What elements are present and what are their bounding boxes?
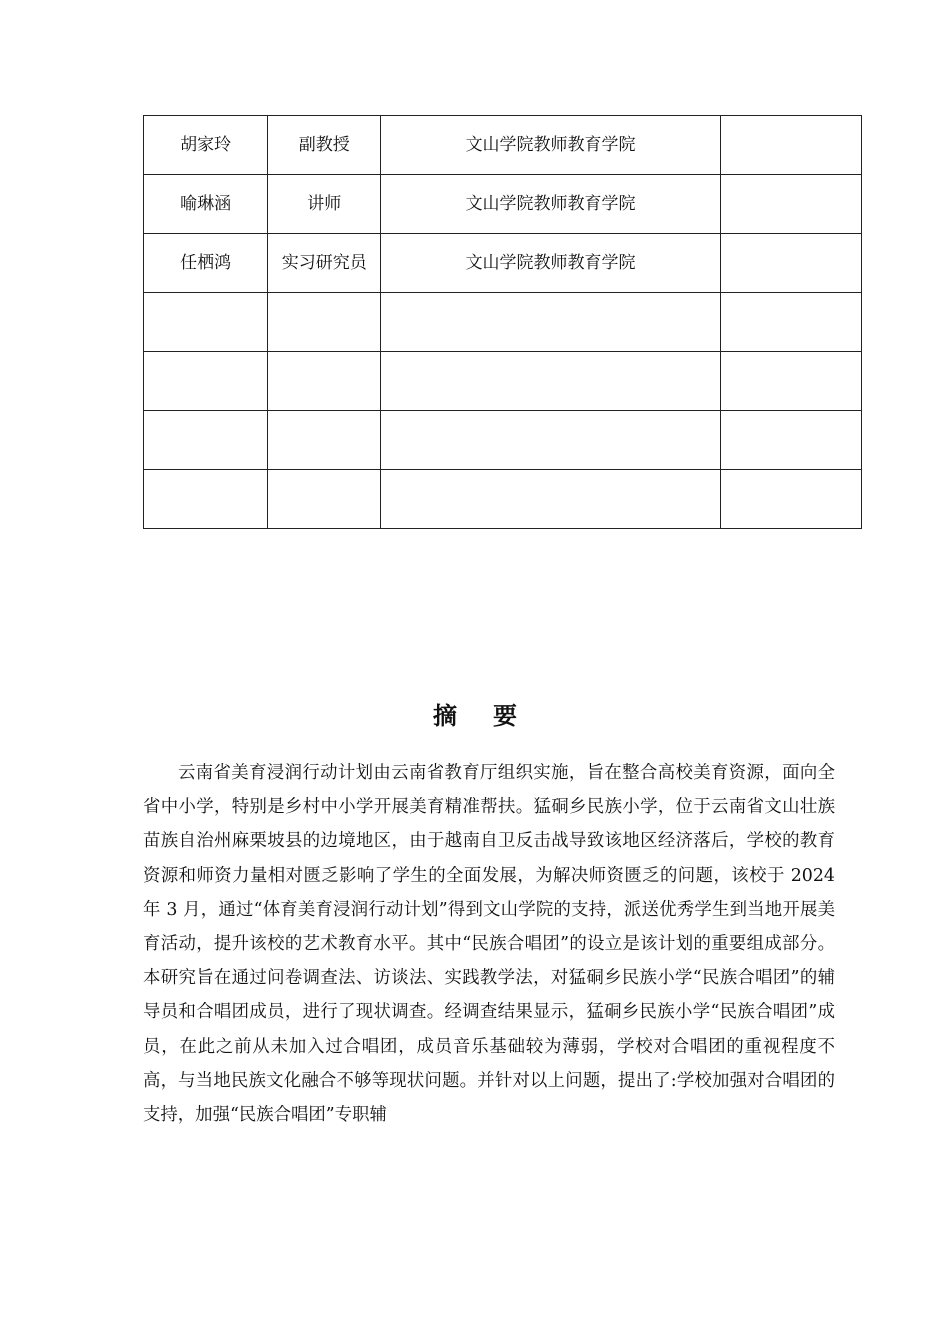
table-row: [144, 411, 862, 470]
table-row: [144, 352, 862, 411]
member-title-cell: 讲师: [268, 175, 381, 234]
member-affiliation-cell: 文山学院教师教育学院: [381, 234, 720, 293]
member-title-cell: [268, 352, 381, 411]
member-extra-cell: [720, 234, 861, 293]
member-name-cell: [144, 352, 268, 411]
member-name-cell: 胡家玲: [144, 116, 268, 175]
member-title-cell: 实习研究员: [268, 234, 381, 293]
member-extra-cell: [720, 411, 861, 470]
member-name-cell: 喻琳涵: [144, 175, 268, 234]
member-title-cell: [268, 411, 381, 470]
member-affiliation-cell: 文山学院教师教育学院: [381, 175, 720, 234]
member-name-cell: [144, 470, 268, 529]
member-affiliation-cell: [381, 470, 720, 529]
member-title-cell: 副教授: [268, 116, 381, 175]
abstract-heading: 摘要: [433, 701, 553, 731]
members-table: [143, 115, 862, 529]
member-affiliation-cell: 文山学院教师教育学院: [381, 116, 720, 175]
table-row: [144, 234, 862, 293]
table-row: [144, 470, 862, 529]
table-row: [144, 175, 862, 234]
member-extra-cell: [720, 175, 861, 234]
member-affiliation-cell: [381, 411, 720, 470]
member-affiliation-cell: [381, 293, 720, 352]
member-extra-cell: [720, 352, 861, 411]
member-title-cell: [268, 470, 381, 529]
member-extra-cell: [720, 293, 861, 352]
abstract-body: 云南省美育浸润行动计划由云南省教育厅组织实施，旨在整合高校美育资源，面向全省中小学，特别是乡村中小学开展美育精准帮扶。猛硐乡民族小学，位于云南省文山壮族苗族自治州麻栗坡县的边境地区，由于越南自卫反击战导致该地区经济落后，学校的教育资源和师资力量相对匮乏影响了学生的全面发展，为解决师资匮乏的问题，该校于 2024 年 3 月，通过“体育美育浸润行动计划”得到文山学院的支持，派送优秀学生到当地开展美育活动，提升该校的艺术教育水平。其中“民族合唱团”的设立是该计划的重要组成部分。本研究旨在通过问卷调查法、访谈法、实践教学法，对猛硐乡民族小学“民族合唱团”的辅导员和合唱团成员，进行了现状调查。经调查结果显示，猛硐乡民族小学“民族合唱团”成员，在此之前从未加入过合唱团，成员音乐基础较为薄弱，学校对合唱团的重视程度不高，与当地民族文化融合不够等现状问题。并针对以上问题，提出了:学校加强对合唱团的支持，加强“民族合唱团”专职辅: [143, 763, 835, 1126]
member-name-cell: [144, 411, 268, 470]
member-extra-cell: [720, 116, 861, 175]
member-title-cell: [268, 293, 381, 352]
member-extra-cell: [720, 470, 861, 529]
member-affiliation-cell: [381, 352, 720, 411]
member-name-cell: [144, 293, 268, 352]
member-name-cell: 任栖鸿: [144, 234, 268, 293]
table-row: [144, 116, 862, 175]
table-row: [144, 293, 862, 352]
